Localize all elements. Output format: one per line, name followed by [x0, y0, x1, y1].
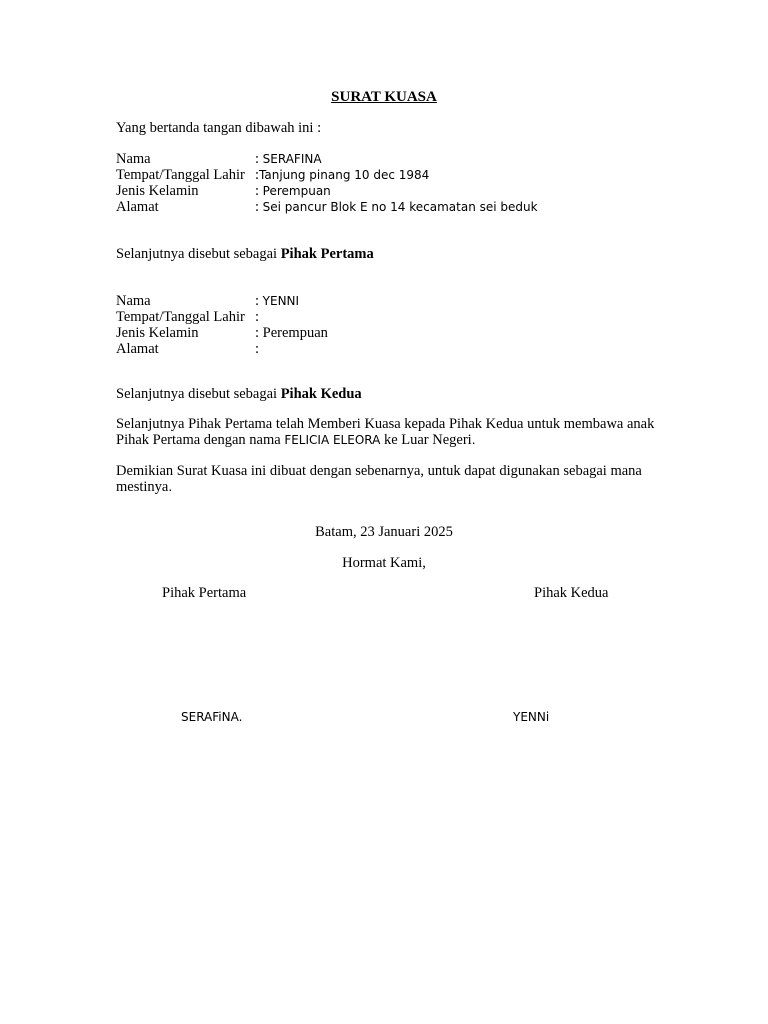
place-date: Batam, 23 Januari 2025	[315, 524, 453, 540]
designation-name: Pihak Pertama	[280, 246, 374, 262]
field-value: Perempuan	[262, 325, 328, 341]
field-colon: :	[255, 199, 263, 215]
field-label: Jenis Kelamin	[116, 183, 199, 199]
field-value: Perempuan	[262, 184, 331, 198]
designation-pihak-kedua	[116, 386, 362, 402]
field-value: Tanjung pinang 10 dec 1984	[259, 168, 430, 182]
body-line-2-suffix: ke Luar Negeri	[380, 432, 472, 448]
field-colon: :	[255, 167, 260, 183]
field-row-nama-2	[116, 293, 676, 309]
field-label: Nama	[116, 293, 151, 309]
field-label: Jenis Kelamin	[116, 325, 199, 341]
salutation: Hormat Kami,	[342, 555, 426, 571]
document-title: SURAT KUASA	[331, 89, 437, 105]
child-name: FELICIA ELEORA	[284, 433, 381, 447]
field-value: Sei pancur Blok E no 14 kecamatan sei beduk	[262, 200, 538, 214]
field-colon: :	[255, 341, 260, 357]
field-label: Tempat/Tanggal Lahir	[116, 167, 245, 183]
body-line-2	[116, 432, 656, 448]
field-row-alamat-2	[116, 341, 676, 357]
designation-prefix: Selanjutnya disebut sebagai	[116, 386, 281, 402]
intro-text: Yang bertanda tangan dibawah ini :	[116, 120, 322, 136]
signature-name-right: YENNi	[513, 710, 550, 724]
closing-line-2	[116, 479, 656, 495]
body-line-1: Selanjutnya Pihak Pertama telah Memberi Kuasa kepada Pihak Kedua untuk membawa anak	[116, 416, 655, 432]
field-colon: :	[255, 325, 263, 341]
field-label: Alamat	[116, 199, 159, 215]
body-line-2-end: .	[471, 433, 476, 447]
field-value: YENNI	[262, 294, 300, 308]
closing-line-1: Demikian Surat Kuasa ini dibuat dengan sebenarnya, untuk dapat digunakan sebagai mana	[116, 463, 642, 479]
body-paragraph	[116, 416, 656, 448]
field-label: Alamat	[116, 341, 159, 357]
field-row-alamat-1	[116, 199, 676, 215]
field-row-ttl-2	[116, 309, 676, 325]
body-line-2-prefix: Pihak Pertama dengan nama	[116, 432, 285, 448]
field-colon: :	[255, 151, 263, 167]
closing-paragraph	[116, 463, 656, 495]
field-row-jenis-kelamin-2	[116, 325, 676, 341]
field-colon: :	[255, 183, 263, 199]
designation-name: Pihak Kedua	[280, 386, 362, 402]
signature-label-left: Pihak Pertama	[162, 585, 247, 601]
designation-prefix: Selanjutnya disebut sebagai	[116, 246, 281, 262]
field-row-jenis-kelamin-1	[116, 183, 676, 199]
field-row-ttl-1	[116, 167, 676, 183]
designation-pihak-pertama	[116, 246, 374, 262]
field-label: Tempat/Tanggal Lahir	[116, 309, 245, 325]
signature-name-left: SERAFiNA.	[181, 710, 243, 724]
field-colon: :	[255, 309, 260, 325]
signature-label-right: Pihak Kedua	[534, 585, 609, 601]
closing-line-2-end: .	[168, 480, 173, 494]
field-row-nama-1	[116, 151, 676, 167]
field-value: SERAFINA	[262, 152, 322, 166]
closing-line-2-text: mestinya	[116, 479, 169, 495]
field-colon: :	[255, 293, 263, 309]
field-label: Nama	[116, 151, 151, 167]
